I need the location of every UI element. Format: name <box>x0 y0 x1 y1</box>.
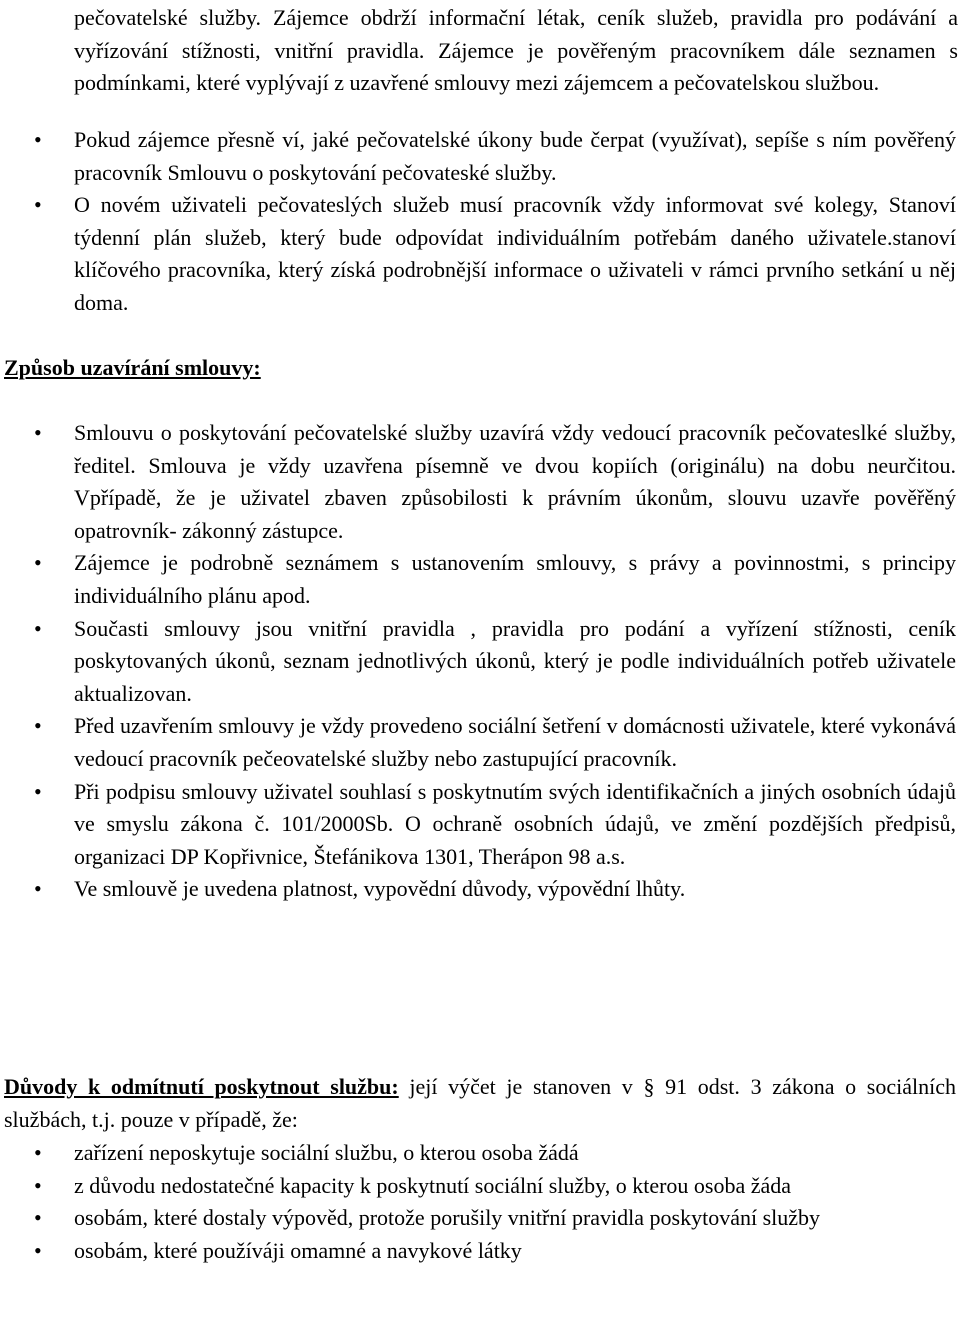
list-item-text: Smlouvu o poskytování pečovatelské služby uzavírá vždy vedoucí pracovník pečovateslké služby, ředitel. Smlouva je vždy uzavřena písemně ve dvou kopiích (originálu) na dobu neurčitou. Vpřípadě, že je uživatel zbaven způsobilosti k právním úkonům, slouvu uzavře pověřěný opatrovník- zákonný zástupce. <box>74 420 956 543</box>
list-item-text: Pokud zájemce přesně ví, jaké pečovatelské úkony bude čerpat (využívat), sepíše s ním pověřený pracovník Smlouvu o poskytování pečovateské služby. <box>74 127 956 185</box>
reasons-section <box>4 1071 956 1136</box>
list-item-text: osobám, které používáji omamné a navykové látky <box>74 1237 522 1263</box>
list-item-text: Ve smlouvě je uvedena platnost, vypovědní důvody, výpovědní lhůty. <box>74 876 686 902</box>
list-item <box>4 1202 956 1235</box>
list-item-text: Při podpisu smlouvy uživatel souhlasí s poskytnutím svých identifikačních a jiných osobních údajů ve smyslu zákona č. 101/2000Sb. O ochraně osobních údajů, ve změní pozdějších předpisů, organizaci DP Kopřivnice, Štefánikova 1301, Therápon 98 a.s. <box>74 778 956 869</box>
list-item <box>4 1170 956 1203</box>
top-bullet-list <box>4 124 956 320</box>
list-item <box>4 776 956 874</box>
list-item-text: Před uzavřením smlouvy je vždy provedeno sociální šetření v domácnosti uživatele, které vykonává vedoucí pracovník pečeovatelské služby nebo zastupující pracovník. <box>74 713 956 771</box>
list-item <box>4 124 956 189</box>
list-item-text: z důvodu nedostatečné kapacity k poskytnutí sociální služby, o kterou osoba žáda <box>74 1172 792 1198</box>
reasons-section-intro: její výčet je stanoven v § 91 odst. 3 zákona o sociálních službách, t.j. pouze v případě, že: <box>4 1074 956 1132</box>
list-item-text: Současti smlouvy jsou vnitřní pravidla , pravidla pro podání a vyřízení stížnosti, ceník poskytovaných úkonů, seznam jednotlivých úkonů, který je podle individuálních potřeb uživatele aktualizovan. <box>74 615 956 706</box>
contract-bullet-list-container <box>4 417 956 906</box>
list-item <box>4 710 956 775</box>
intro-paragraph-text: pečovatelské služby. Zájemce obdrží informační létak, ceník služeb, pravidla pro podávání a vyřízování stížnosti, vnitřní pravidla. Zájemce je pověřeným pracovníkem dále seznamen s podmínkami, které vyplývají z uzavřené smlouvy mezi zájemcem a pečovatelskou službou. <box>74 5 958 96</box>
reasons-bullet-list-container <box>4 1137 956 1267</box>
list-item <box>4 189 956 319</box>
reasons-section-heading: Důvody k odmítnutí poskytnout službu: <box>4 1074 399 1099</box>
list-item <box>4 417 956 547</box>
list-item-text: osobám, které dostaly výpověd, protože porušily vnitřní pravidla poskytování služby <box>74 1205 821 1231</box>
intro-paragraph <box>74 2 958 100</box>
list-item <box>4 873 956 906</box>
list-item <box>4 1137 956 1170</box>
top-bullet-list-container <box>4 124 956 320</box>
contract-section <box>4 352 956 385</box>
contract-bullet-list <box>4 417 956 906</box>
list-item <box>4 1235 956 1268</box>
reasons-bullet-list <box>4 1137 956 1267</box>
list-item-text: O novém uživateli pečovateslých služeb musí pracovník vždy informovat své kolegy, Stanoví týdenní plán služeb, který bude odpovídat individuálním potřebám daného uživatele.stanoví klíčového pracovníka, který získá podrobnější informace o uživateli v rámci prvního setkání u něj doma. <box>74 192 956 315</box>
contract-section-heading: Způsob uzavírání smlouvy: <box>4 355 261 380</box>
list-item <box>4 613 956 711</box>
list-item-text: zařízení neposkytuje sociální službu, o kterou osoba žádá <box>74 1140 579 1165</box>
list-item-text: Zájemce je podrobně seznámem s ustanovením smlouvy, s právy a povinnostmi, s principy individuálního plánu apod. <box>74 550 956 608</box>
list-item <box>4 547 956 612</box>
